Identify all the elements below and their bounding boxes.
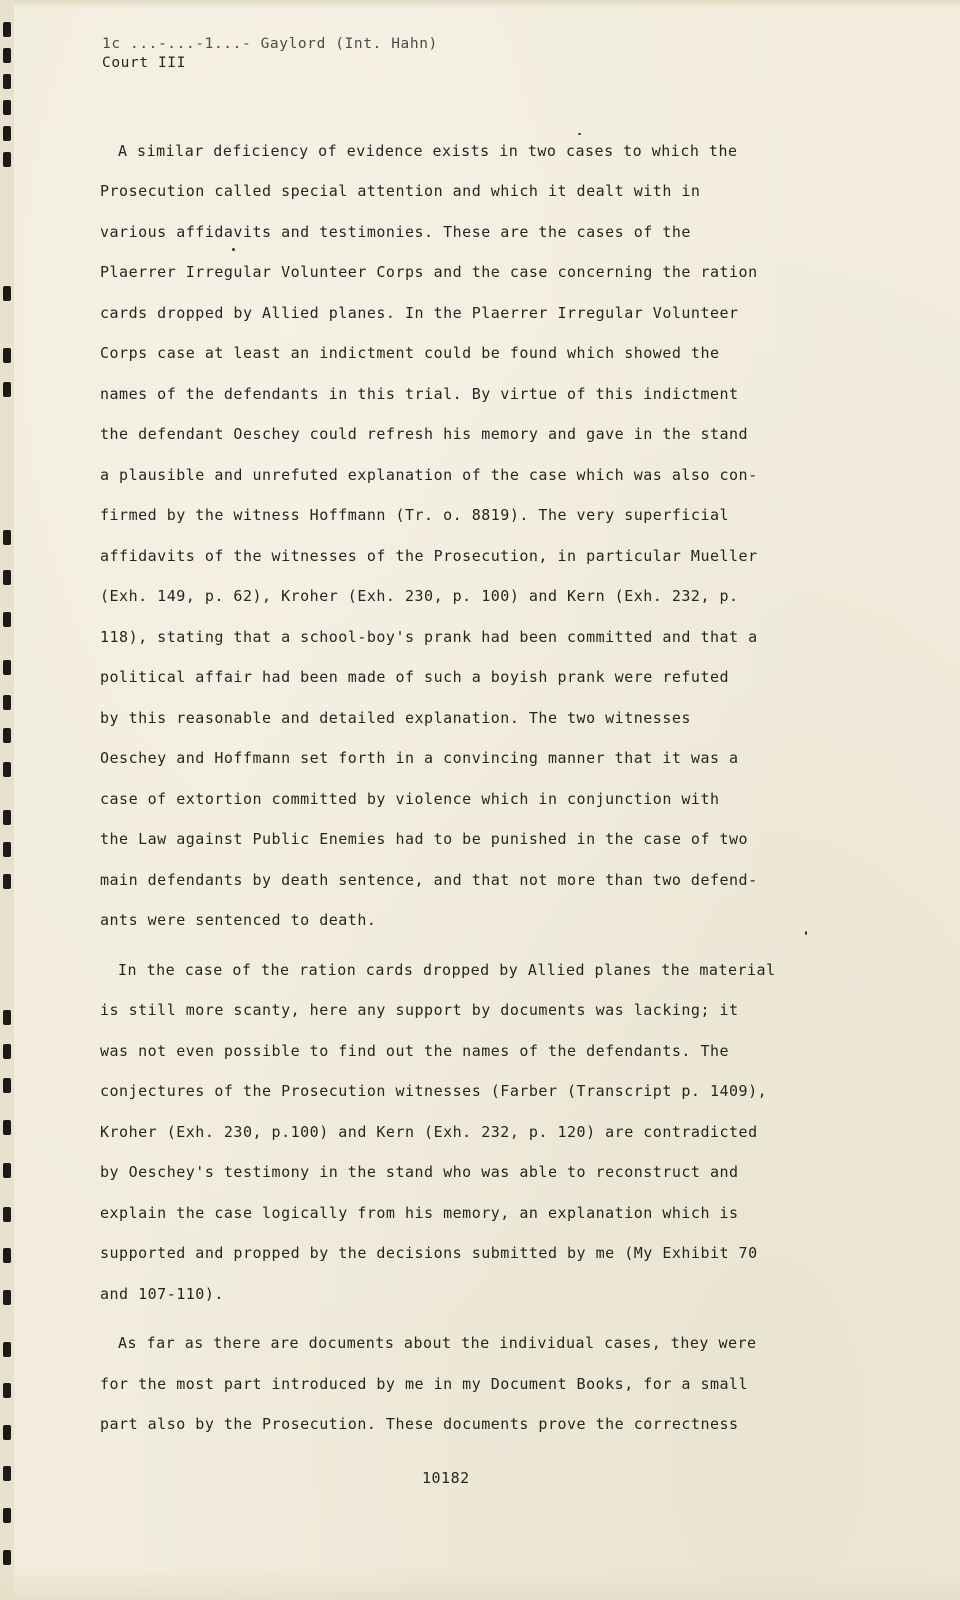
text-line: for the most part introduced by me in my Document Books, for a small xyxy=(100,1375,749,1393)
ink-speck xyxy=(232,248,235,251)
punch-hole xyxy=(3,810,11,825)
page-bottom-edge xyxy=(0,1568,960,1600)
punch-hole xyxy=(3,1010,11,1025)
punch-hole xyxy=(3,612,11,627)
punch-hole xyxy=(3,152,11,167)
page-number: 10182 xyxy=(422,1469,470,1487)
punch-hole xyxy=(3,695,11,710)
text-line: 118), stating that a school-boy's prank had been committed and that a xyxy=(100,628,758,646)
text-line: In the case of the ration cards dropped by Allied planes the material xyxy=(118,961,776,979)
punch-hole xyxy=(3,1466,11,1481)
punch-hole xyxy=(3,1383,11,1398)
text-line: was not even possible to find out the names of the defendants. The xyxy=(100,1042,730,1060)
text-line: the Law against Public Enemies had to be punished in the case of two xyxy=(100,830,749,848)
punch-hole xyxy=(3,1163,11,1178)
text-line: Corps case at least an indictment could be found which showed the xyxy=(100,344,720,362)
text-line: firmed by the witness Hoffmann (Tr. o. 8819). The very superficial xyxy=(100,506,730,524)
punch-hole xyxy=(3,1044,11,1059)
text-line: Plaerrer Irregular Volunteer Corps and the case concerning the ration xyxy=(100,263,758,281)
text-line: by Oeschey's testimony in the stand who was able to reconstruct and xyxy=(100,1163,739,1181)
punch-hole xyxy=(3,1120,11,1135)
punch-hole xyxy=(3,22,11,37)
text-line: and 107-110). xyxy=(100,1285,224,1303)
text-line: Oeschey and Hoffmann set forth in a convincing manner that it was a xyxy=(100,749,739,767)
text-line: Kroher (Exh. 230, p.100) and Kern (Exh. 232, p. 120) are contradicted xyxy=(100,1123,758,1141)
punch-hole xyxy=(3,1550,11,1565)
text-line: case of extortion committed by violence which in conjunction with xyxy=(100,790,720,808)
text-line: (Exh. 149, p. 62), Kroher (Exh. 230, p. 100) and Kern (Exh. 232, p. xyxy=(100,587,739,605)
page-top-edge xyxy=(0,0,960,8)
court-designation: Court III xyxy=(102,55,186,71)
text-line: affidavits of the witnesses of the Prosecution, in particular Mueller xyxy=(100,547,758,565)
punch-hole xyxy=(3,286,11,301)
ink-speck xyxy=(578,133,581,135)
text-line: names of the defendants in this trial. By virtue of this indictment xyxy=(100,385,739,403)
text-line: a plausible and unrefuted explanation of the case which was also con- xyxy=(100,466,758,484)
punch-hole xyxy=(3,74,11,89)
text-line: supported and propped by the decisions submitted by me (My Exhibit 70 xyxy=(100,1244,758,1262)
punch-hole xyxy=(3,1508,11,1523)
text-line: Prosecution called special attention and which it dealt with in xyxy=(100,182,701,200)
text-line: political affair had been made of such a boyish prank were refuted xyxy=(100,668,730,686)
text-line: cards dropped by Allied planes. In the Plaerrer Irregular Volunteer xyxy=(100,304,739,322)
text-line: conjectures of the Prosecution witnesses (Farber (Transcript p. 1409), xyxy=(100,1082,768,1100)
case-reference: 1c ...-...-1...- Gaylord (Int. Hahn) xyxy=(102,36,438,52)
punch-hole xyxy=(3,762,11,777)
text-line: A similar deficiency of evidence exists in two cases to which the xyxy=(118,142,738,160)
punch-hole xyxy=(3,1207,11,1222)
punch-hole xyxy=(3,100,11,115)
punch-hole xyxy=(3,382,11,397)
text-line: main defendants by death sentence, and that not more than two defend- xyxy=(100,871,758,889)
punch-hole xyxy=(3,530,11,545)
punch-hole xyxy=(3,842,11,857)
text-line: ants were sentenced to death. xyxy=(100,911,377,929)
text-line: various affidavits and testimonies. These are the cases of the xyxy=(100,223,691,241)
punch-hole xyxy=(3,1248,11,1263)
punch-hole xyxy=(3,1078,11,1093)
punch-hole xyxy=(3,126,11,141)
ink-speck xyxy=(805,931,807,935)
punch-hole xyxy=(3,1290,11,1305)
text-line: by this reasonable and detailed explanation. The two witnesses xyxy=(100,709,691,727)
punch-hole xyxy=(3,1425,11,1440)
punch-hole xyxy=(3,48,11,63)
punch-hole xyxy=(3,728,11,743)
binding-strip xyxy=(0,0,14,1600)
punch-hole xyxy=(3,348,11,363)
punch-hole xyxy=(3,1342,11,1357)
text-line: the defendant Oeschey could refresh his memory and gave in the stand xyxy=(100,425,749,443)
punch-hole xyxy=(3,660,11,675)
punch-hole xyxy=(3,874,11,889)
text-line: explain the case logically from his memory, an explanation which is xyxy=(100,1204,739,1222)
punch-hole xyxy=(3,570,11,585)
text-line: part also by the Prosecution. These documents prove the correctness xyxy=(100,1415,739,1433)
text-line: As far as there are documents about the individual cases, they were xyxy=(118,1334,757,1352)
text-line: is still more scanty, here any support by documents was lacking; it xyxy=(100,1001,739,1019)
